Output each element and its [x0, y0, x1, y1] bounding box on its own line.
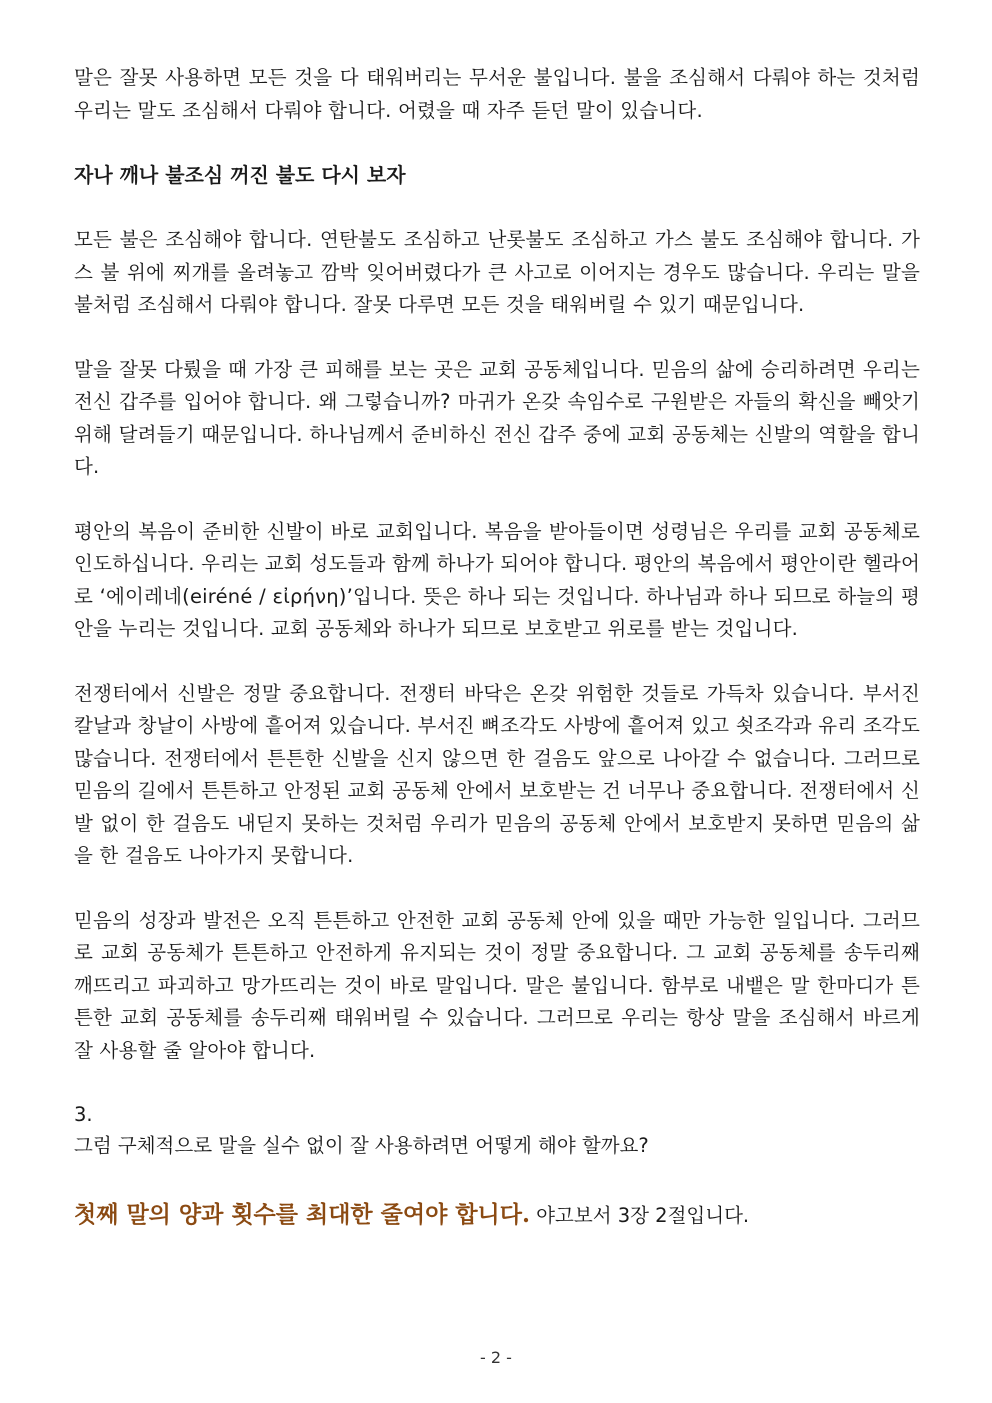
- first-point-reference: 야고보서 3장 2절입니다.: [529, 1204, 750, 1227]
- paragraph-gospel-of-peace: 평안의 복음이 준비한 신발이 바로 교회입니다. 복음을 받아들이면 성령님은 우리를 교회 공동체로 인도하십니다. 우리는 교회 성도들과 함께 하나가 되어야 합니다. 평안의 복음에서 평안이란 헬라어로 ‘에이레네(eiréné / εἰρήνη)’입니다. 뜻은 하나 되는 것입니다. 하나님과 하나 되므로 하늘의 평안을 누리는 것입니다. 교회 공동체와 하나가 되므로 보호받고 위로를 받는 것입니다.: [74, 519, 920, 640]
- paragraph-church-community: 말을 잘못 다뤘을 때 가장 큰 피해를 보는 곳은 교회 공동체입니다. 믿음의 삶에 승리하려면 우리는 전신 갑주를 입어야 합니다. 왜 그렇습니까? 마귀가 온갖 속임수로 구원받은 자들의 확신을 빼앗기 위해 달려들기 때문입니다. 하나님께서 준비하신 전신 갑주 중에 교회 공동체는 신발의 역할을 합니다.: [74, 357, 920, 478]
- section-number: 3.: [74, 1103, 93, 1126]
- first-point: [74, 1199, 920, 1232]
- paragraph-fire-caution: 모든 불은 조심해야 합니다. 연탄불도 조심하고 난롯불도 조심하고 가스 불도 조심해야 합니다. 가스 불 위에 찌개를 올려놓고 깜박 잊어버렸다가 큰 사고로 이어지는 경우도 많습니다. 우리는 말을 불처럼 조심해서 다뤄야 합니다. 잘못 다루면 모든 것을 태워버릴 수 있기 때문입니다.: [74, 228, 920, 316]
- paragraph-faith-growth: 믿음의 성장과 발전은 오직 튼튼하고 안전한 교회 공동체 안에 있을 때만 가능한 일입니다. 그러므로 교회 공동체가 튼튼하고 안전하게 유지되는 것이 정말 중요합니다. 그 교회 공동체를 송두리째 깨뜨리고 파괴하고 망가뜨리는 것이 바로 말입니다. 말은 불입니다. 함부로 내뱉은 말 한마디가 튼튼한 교회 공동체를 송두리째 태워버릴 수 있습니다. 그러므로 우리는 항상 말을 조심해서 바르게 잘 사용할 줄 알아야 합니다.: [74, 908, 920, 1062]
- paragraph-intro: 말은 잘못 사용하면 모든 것을 다 태워버리는 무서운 불입니다. 불을 조심해서 다뤄야 하는 것처럼 우리는 말도 조심해서 다뤄야 합니다. 어렸을 때 자주 듣던 말이 있습니다.: [74, 66, 920, 122]
- section-question: 그럼 구체적으로 말을 실수 없이 잘 사용하려면 어떻게 해야 할까요?: [74, 1134, 649, 1157]
- first-point-emphasis: 첫째 말의 양과 횟수를 최대한 줄여야 합니다.: [74, 1201, 530, 1228]
- slogan-heading: 자나 깨나 불조심 꺼진 불도 다시 보자: [74, 163, 406, 187]
- paragraph-battlefield-shoes: 전쟁터에서 신발은 정말 중요합니다. 전쟁터 바닥은 온갖 위험한 것들로 가득차 있습니다. 부서진 칼날과 창날이 사방에 흩어져 있습니다. 부서진 뼈조각도 사방에 흩어져 있고 쇳조각과 유리 조각도 많습니다. 전쟁터에서 튼튼한 신발을 신지 않으면 한 걸음도 앞으로 나아갈 수 없습니다. 그러므로 믿음의 길에서 튼튼하고 안정된 교회 공동체 안에서 보호받는 건 너무나 중요합니다. 전쟁터에서 신발 없이 한 걸음도 내딛지 못하는 것처럼 우리가 믿음의 공동체 안에서 보호받지 못하면 믿음의 삶을 한 걸음도 나아가지 못합니다.: [74, 681, 920, 867]
- page-number: - 2 -: [480, 1348, 512, 1367]
- document-body: [74, 62, 920, 1232]
